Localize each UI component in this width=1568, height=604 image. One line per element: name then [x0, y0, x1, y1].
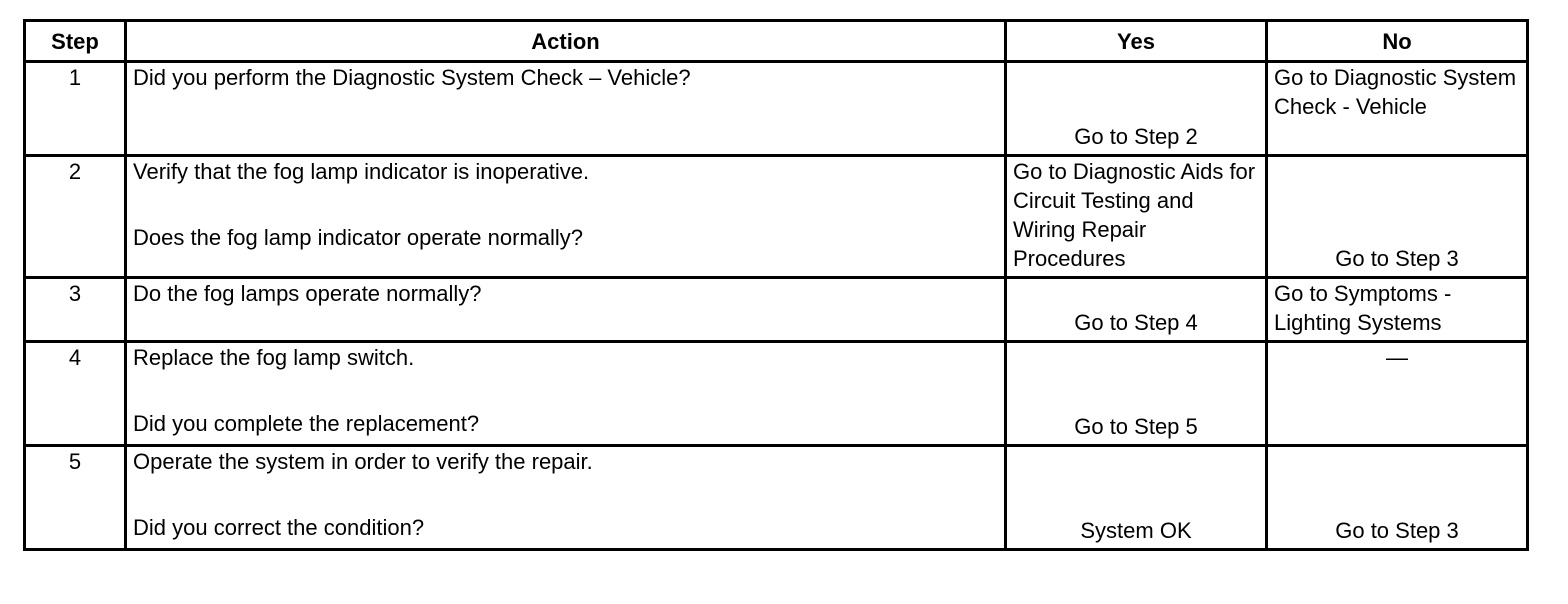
step-number: 3: [25, 278, 126, 342]
action-cell: [126, 446, 1006, 550]
action-cell: [126, 278, 1006, 342]
step-number: 4: [25, 342, 126, 446]
action-question: Did you correct the condition?: [133, 515, 425, 540]
action-text: Replace the fog lamp switch.: [133, 345, 415, 370]
yes-result: Go to Diagnostic Aids for Circuit Testing and Wiring Repair Procedures: [1006, 156, 1267, 278]
header-no: No: [1267, 21, 1528, 62]
action-question: Did you complete the replacement?: [133, 411, 480, 436]
no-result: Go to Diagnostic System Check - Vehicle: [1267, 62, 1528, 156]
action-cell: [126, 342, 1006, 446]
table-row: [25, 278, 1528, 342]
no-result: Go to Step 3: [1267, 446, 1528, 550]
yes-result: Go to Step 2: [1006, 62, 1267, 156]
action-text: Did you perform the Diagnostic System Check – Vehicle?: [133, 65, 691, 90]
yes-result: Go to Step 4: [1006, 278, 1267, 342]
action-cell: [126, 62, 1006, 156]
action-text: Do the fog lamps operate normally?: [133, 281, 482, 306]
step-number: 1: [25, 62, 126, 156]
action-text: Verify that the fog lamp indicator is inoperative.: [133, 159, 590, 184]
action-cell: [126, 156, 1006, 278]
diagnostic-table: [23, 19, 1529, 551]
table-row: [25, 62, 1528, 156]
no-result: Go to Symptoms - Lighting Systems: [1267, 278, 1528, 342]
table-row: [25, 446, 1528, 550]
header-action: Action: [126, 21, 1006, 62]
table-row: [25, 156, 1528, 278]
no-result: Go to Step 3: [1267, 156, 1528, 278]
header-yes: Yes: [1006, 21, 1267, 62]
action-text: Operate the system in order to verify the repair.: [133, 449, 593, 474]
yes-result: Go to Step 5: [1006, 342, 1267, 446]
step-number: 5: [25, 446, 126, 550]
yes-result: System OK: [1006, 446, 1267, 550]
step-number: 2: [25, 156, 126, 278]
header-row: [25, 21, 1528, 62]
no-result: —: [1267, 342, 1528, 446]
header-step: Step: [25, 21, 126, 62]
action-question: Does the fog lamp indicator operate normally?: [133, 225, 584, 250]
table-row: [25, 342, 1528, 446]
